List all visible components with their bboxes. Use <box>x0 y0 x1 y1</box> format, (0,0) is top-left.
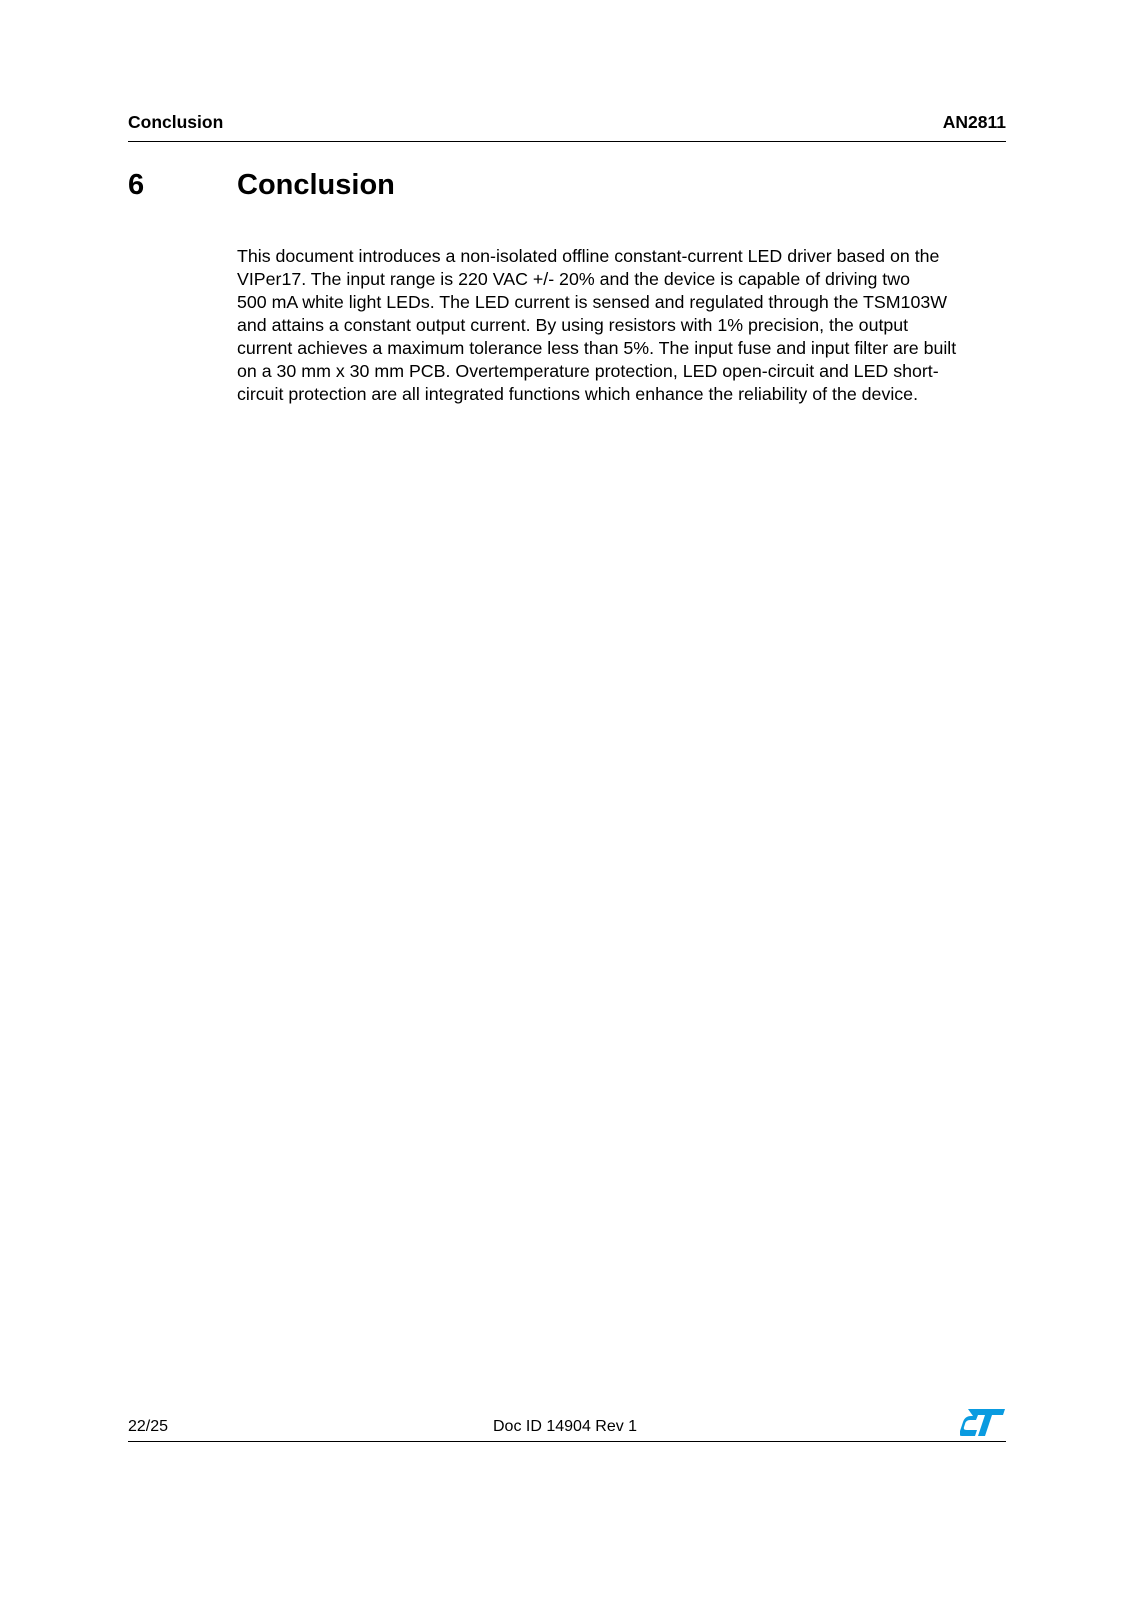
footer-page-number: 22/25 <box>128 1418 169 1435</box>
header-doc-code: AN2811 <box>942 112 1006 132</box>
header-section-name: Conclusion <box>128 112 224 132</box>
section-number: 6 <box>128 169 145 201</box>
body-line: VIPer17. The input range is 220 VAC +/- 20% and the device is capable of driving two <box>237 269 910 289</box>
body-line: circuit protection are all integrated functions which enhance the reliability of the device. <box>237 384 919 404</box>
section-title: Conclusion <box>237 169 395 201</box>
footer-doc-id: Doc ID 14904 Rev 1 <box>493 1418 638 1435</box>
body-line: on a 30 mm x 30 mm PCB. Overtemperature protection, LED open-circuit and LED short- <box>237 361 939 381</box>
page-footer <box>128 1404 1006 1442</box>
body-paragraph <box>237 245 1007 406</box>
page-header <box>128 108 1006 142</box>
body-line: current achieves a maximum tolerance less than 5%. The input fuse and input filter are built <box>237 338 957 358</box>
body-line: and attains a constant output current. By using resistors with 1% precision, the output <box>237 315 909 335</box>
body-line: This document introduces a non-isolated offline constant-current LED driver based on the <box>237 246 940 266</box>
body-line: 500 mA white light LEDs. The LED current is sensed and regulated through the TSM103W <box>237 292 947 312</box>
st-logo-icon <box>960 1408 1006 1438</box>
